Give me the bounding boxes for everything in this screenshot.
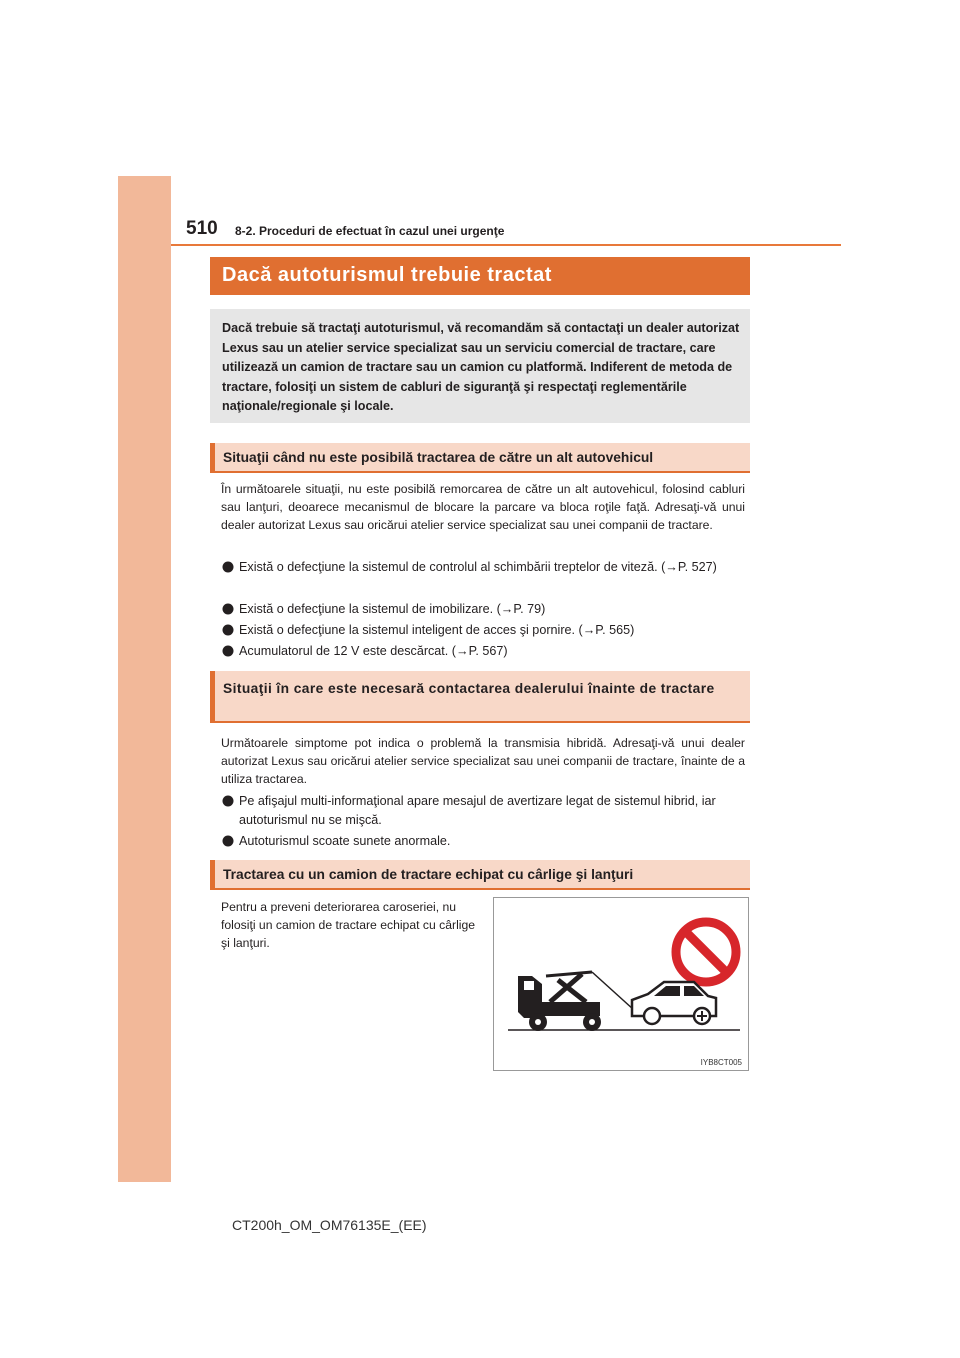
intro-box: Dacă trebuie să tractaţi autoturismul, vă recomandăm să contactaţi un dealer autorizat Lexus sau un atelier service specializat sau un serviciu comercial de tractare, care utilizează un camion de tractare sau un camion cu platformă. Indiferent de metoda de tractare, folosiţi un sistem de cabluri de siguranţă şi respectaţi reglementările naţionale/regionale şi locale. — [210, 309, 750, 423]
list-item-text: Există o defecţiune la sistemul de controlul al schimbării treptelor de viteză. (→P. 527) — [239, 560, 717, 574]
list-item-text: Pe afişajul multi-informaţional apare mesajul de avertizare legat de sistemul hibrid, iar autoturismul nu se mişcă. — [239, 794, 716, 827]
bullet-icon — [222, 561, 234, 573]
footer-code: CT200h_OM_OM76135E_(EE) — [232, 1217, 427, 1233]
tow-truck-icon — [518, 972, 634, 1031]
figure-code: IYB8CT005 — [700, 1058, 742, 1067]
list-item-text: Acumulatorul de 12 V este descărcat. (→P. 567) — [239, 644, 508, 658]
list-item-text: Autoturismul scoate sunete anormale. — [239, 834, 451, 848]
prohibition-icon — [676, 922, 736, 982]
subsection-heading-2: Situaţii în care este necesară contactarea dealerului înainte de tractare — [210, 671, 750, 723]
tow-truck-illustration — [494, 898, 748, 1070]
subsection-heading-3: Tractarea cu un camion de tractare echipat cu cârlige şi lanţuri — [210, 860, 750, 890]
list-item — [221, 792, 745, 830]
tow-truck-figure — [493, 897, 749, 1071]
chapter-sidebar — [118, 176, 171, 1182]
list-item — [221, 558, 745, 577]
list-item-text: Există o defecţiune la sistemul de imobilizare. (→P. 79) — [239, 602, 546, 616]
section-title: Dacă autoturismul trebuie tractat — [210, 257, 750, 295]
bullet-icon — [222, 603, 234, 615]
list-item — [221, 600, 745, 619]
chapter-title: 8-2. Proceduri de efectuat în cazul unei urgenţe — [235, 224, 505, 238]
header-rule — [171, 244, 841, 246]
bullet-icon — [222, 795, 234, 807]
subsection-heading-1: Situaţii când nu este posibilă tractarea de către un alt autovehicul — [210, 443, 750, 473]
bullet-icon — [222, 645, 234, 657]
bullet-icon — [222, 835, 234, 847]
bullet-icon — [222, 624, 234, 636]
section2-paragraph: Următoarele simptome pot indica o problemă la transmisia hibridă. Adresaţi-vă unui dealer autorizat Lexus sau oricărui atelier service specializat sau unei companii de tractare, înainte de a utiliza tractarea. — [221, 736, 745, 787]
list-item — [221, 642, 745, 661]
section3-paragraph: Pentru a preveni deteriorarea caroseriei, nu folosiţi un camion de tractare echipat cu cârlige şi lanţuri. — [221, 900, 476, 951]
list-item-text: Există o defecţiune la sistemul inteligent de acces şi pornire. (→P. 565) — [239, 623, 635, 637]
list-item — [221, 621, 745, 640]
page-number: 510 — [186, 218, 218, 239]
car-icon — [632, 982, 716, 1024]
list-item — [221, 832, 745, 851]
section1-paragraph: În următoarele situaţii, nu este posibilă remorcarea de către un alt autovehicul, folosind cabluri sau lanţuri, deoarece mecanismul de blocare la parcare va bloca roţile faţă. Adresaţi-vă unui dealer autorizat Lexus sau oricărui atelier service specializat sau unei companii de tractare. — [221, 482, 745, 533]
